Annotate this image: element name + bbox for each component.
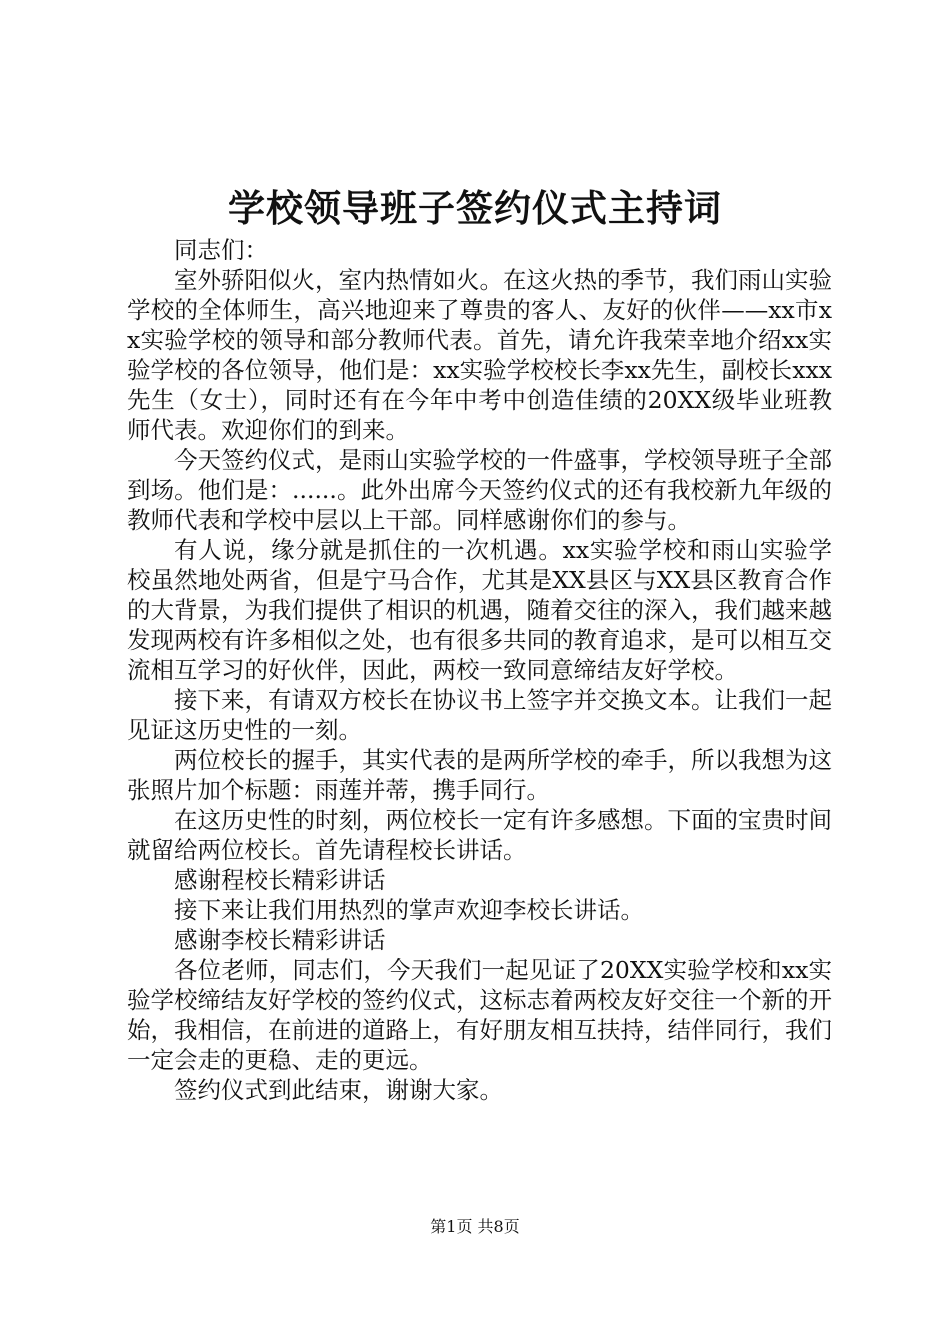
document-title: 学校领导班子签约仪式主持词 [228,186,722,230]
paragraph-partnership: 有人说，缘分就是抓住的一次机遇。xx实验学校和雨山实验学校虽然地处两省，但是宁马合作，尤其是XX县区与XX县区教育合作的大背景，为我们提供了相识的机遇，随着交往的深入，我们越来越发现两校有许多相似之处，也有很多共同的教育追求，是可以相互交流相互学习的好伙伴，因此，两校一致同意缔结友好学校。 [127,536,832,684]
paragraph-greeting: 同志们： [174,236,268,264]
paragraph-closing-remarks: 各位老师，同志们，今天我们一起见证了20XX实验学校和xx实验学校缔结友好学校的签约仪式，这标志着两校友好交往一个新的开始，我相信，在前进的道路上，有好朋友相互扶持，结伴同行，我们一定会走的更稳、走的更远。 [127,956,832,1074]
paragraph-welcome-li: 接下来让我们用热烈的掌声欢迎李校长讲话。 [174,896,644,924]
page-number-footer: 第1页 共8页 [430,1217,520,1236]
document-body [127,235,832,1105]
paragraph-welcome: 室外骄阳似火，室内热情如火。在这火热的季节，我们雨山实验学校的全体师生，高兴地迎来了尊贵的客人、友好的伙伴——xx市xx实验学校的领导和部分教师代表。首先，请允许我荣幸地介绍xx实验学校的各位领导，他们是：xx实验学校校长李xx先生，副校长xxx先生（女士），同时还有在今年中考中创造佳绩的20XX级毕业班教师代表。欢迎你们的到来。 [127,266,832,444]
paragraph-signing: 接下来，有请双方校长在协议书上签字并交换文本。让我们一起见证这历史性的一刻。 [127,686,832,744]
paragraph-handshake: 两位校长的握手，其实代表的是两所学校的牵手，所以我想为这张照片加个标题：雨莲并蒂，携手同行。 [127,746,832,804]
paragraph-thanks-cheng: 感谢程校长精彩讲话 [174,866,386,894]
paragraph-thanks-li: 感谢李校长精彩讲话 [174,926,386,954]
paragraph-ending: 签约仪式到此结束，谢谢大家。 [174,1076,503,1104]
paragraph-speeches-intro: 在这历史性的时刻，两位校长一定有许多感想。下面的宝贵时间就留给两位校长。首先请程校长讲话。 [127,806,832,864]
paragraph-ceremony-attendees: 今天签约仪式，是雨山实验学校的一件盛事，学校领导班子全部到场。他们是：......。此外出席今天签约仪式的还有我校新九年级的教师代表和学校中层以上干部。同样感谢你们的参与。 [127,446,832,534]
